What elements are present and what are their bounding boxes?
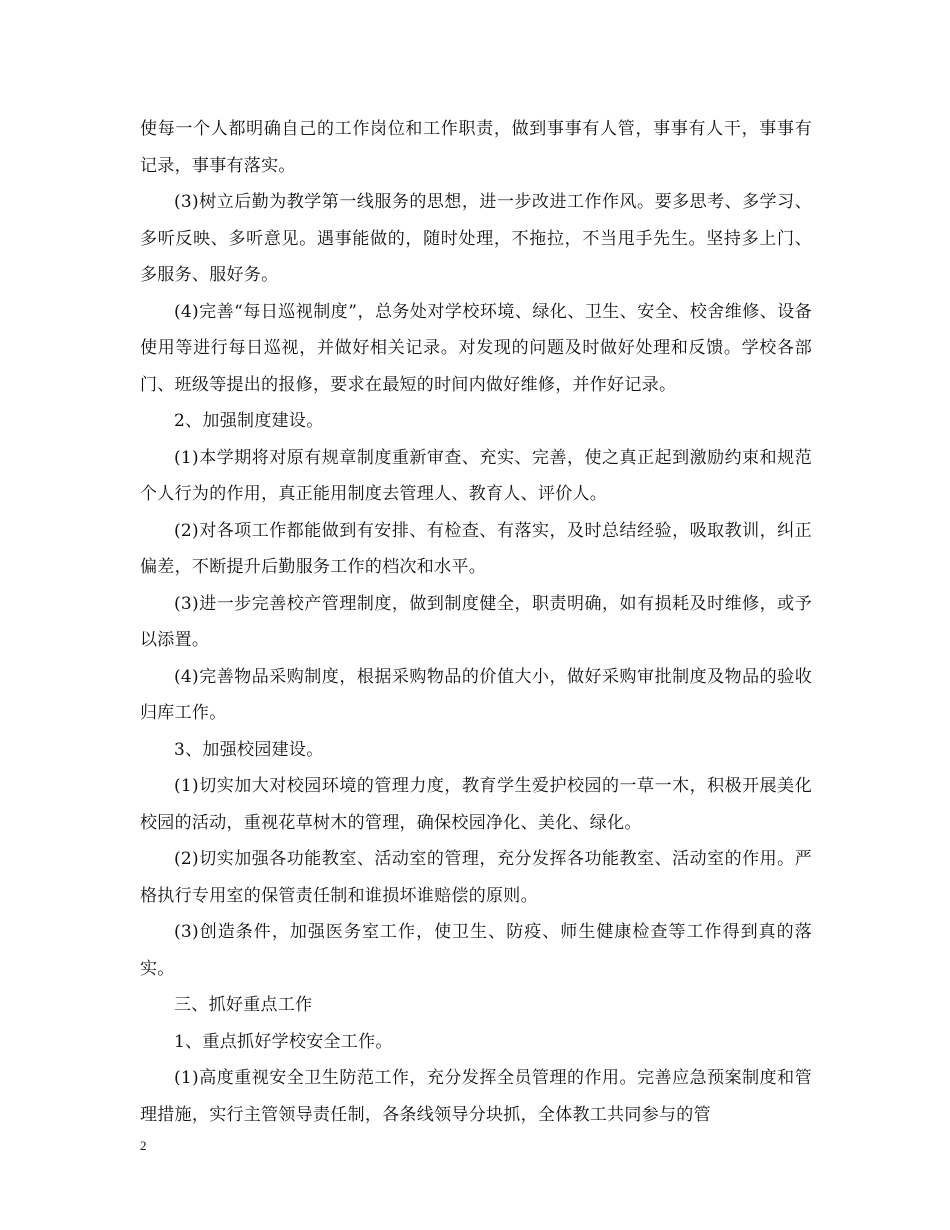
paragraph-item-2-classrooms: (2)切实加强各功能教室、活动室的管理，充分发挥各功能教室、活动室的作用。严格执行专用室的保管责任制和谁损坏谁赔偿的原则。 [140,849,812,906]
page-number: 2 [140,1138,147,1153]
paragraph-item-2-inspection: (2)对各项工作都能做到有安排、有检查、有落实，及时总结经验，吸取教训，纠正偏差，不断提升后勤服务工作的档次和水平。 [140,520,812,577]
paragraph-continued: 使每一个人都明确自己的工作岗位和工作职责，做到事事有人管，事事有人干，事事有记录，事事有落实。 [140,119,812,176]
paragraph-item-1-safety: (1)高度重视安全卫生防范工作，充分发挥全员管理的作用。完善应急预案制度和管理措施，实行主管领导责任制，各条线领导分块抓，全体教工共同参与的管 [140,1068,812,1125]
document-body [140,111,812,1133]
paragraph-item-3-assets: (3)进一步完善校产管理制度，做到制度健全，职责明确，如有损耗及时维修，或予以添置。 [140,593,812,650]
section-heading-system-building: 2、加强制度建设。 [174,411,324,431]
paragraph-item-1-rules: (1)本学期将对原有规章制度重新审查、充实、完善，使之真正起到激励约束和规范个人行为的作用，真正能用制度去管理人、教育人、评价人。 [140,447,812,504]
paragraph-item-3-service: (3)树立后勤为教学第一线服务的思想，进一步改进工作作风。要多思考、多学习、多听反映、多听意见。遇事能做的，随时处理，不拖拉，不当甩手先生。坚持多上门、多服务、服好务。 [140,192,812,285]
chapter-heading-key-work: 三、抓好重点工作 [174,995,313,1015]
paragraph-item-1-environment: (1)切实加大对校园环境的管理力度，教育学生爱护校园的一草一木，积极开展美化校园的活动，重视花草树木的管理，确保校园净化、美化、绿化。 [140,776,812,833]
section-heading-campus-building: 3、加强校园建设。 [174,739,324,760]
section-heading-safety: 1、重点抓好学校安全工作。 [174,1031,393,1052]
paragraph-item-4-patrol: (4)完善“每日巡视制度”，总务处对学校环境、绿化、卫生、安全、校舍维修、设备使用等进行每日巡视，并做好相关记录。对发现的问题及时做好处理和反馈。学校各部门、班级等提出的报修，要求在最短的时间内做好维修，并作好记录。 [140,301,812,395]
paragraph-item-3-clinic: (3)创造条件，加强医务室工作，使卫生、防疫、师生健康检查等工作得到真的落实。 [140,922,812,979]
paragraph-item-4-procurement: (4)完善物品采购制度，根据采购物品的价值大小，做好采购审批制度及物品的验收归库工作。 [140,666,812,723]
